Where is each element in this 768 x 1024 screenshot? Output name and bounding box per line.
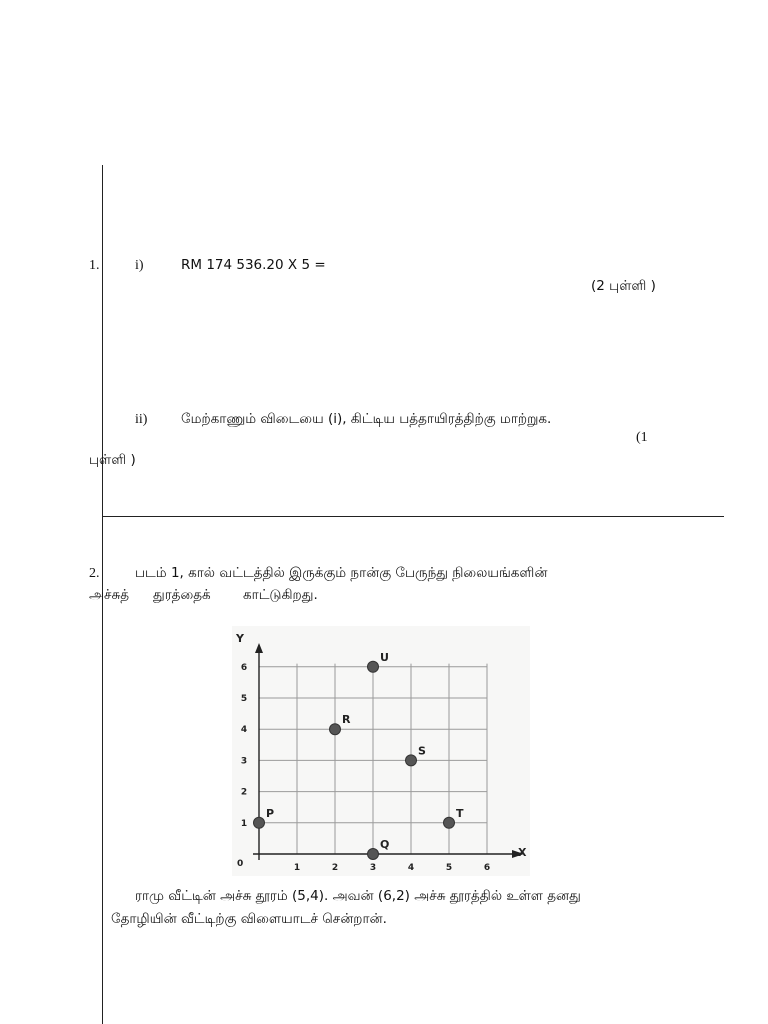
y-tick-label: 5: [240, 694, 248, 704]
point-p: [254, 817, 265, 828]
question-2-intro-line-1: படம் 1, கால் வட்டத்தில் இருக்கும் நான்கு பேருந்து நிலையங்களின்: [135, 565, 548, 581]
question-2-intro-line-2c: காட்டுகிறது.: [243, 587, 318, 603]
point-label-t: T: [456, 806, 464, 820]
question-1-part-ii-marks-open: (1: [636, 430, 648, 445]
question-1-part-i-label: i): [135, 258, 144, 273]
question-2-paragraph-line-2: தோழியின் வீட்டிற்கு விளையாடச் சென்றான்.: [111, 911, 387, 927]
question-2-intro-line-2b: துரத்தைக்: [153, 587, 211, 603]
point-s: [406, 755, 417, 766]
coordinate-graph-svg: [232, 626, 530, 876]
point-r: [330, 724, 341, 735]
y-tick-label: 2: [240, 787, 248, 798]
point-label-s: S: [418, 744, 426, 758]
point-label-p: P: [266, 806, 275, 820]
x-tick-label: 2: [331, 863, 339, 873]
x-tick-label: 4: [407, 863, 415, 873]
coordinate-graph: [232, 626, 530, 876]
x-tick-label: 6: [483, 863, 491, 873]
question-2-intro-line-2a: அச்சுத்: [89, 587, 130, 603]
point-t: [444, 817, 455, 828]
point-label-q: Q: [380, 838, 390, 851]
origin-label: 0: [237, 859, 244, 869]
point-u: [368, 661, 379, 672]
question-1-part-ii-marks-close: புள்ளி ): [89, 452, 136, 468]
question-1-part-i-marks: (2 புள்ளி ): [591, 278, 656, 294]
point-q: [368, 849, 379, 860]
x-tick-label: 5: [445, 863, 453, 873]
x-tick-label: 1: [293, 863, 301, 873]
point-label-r: R: [342, 713, 351, 727]
question-1-part-i-text: RM 174 536.20 X 5 =: [181, 257, 326, 273]
y-axis-arrow: [255, 643, 263, 653]
question-1-part-ii-text: மேற்காணும் விடையை (i), கிட்டிய பத்தாயிரத்திற்கு மாற்றுக.: [181, 411, 552, 427]
y-tick-label: 6: [240, 662, 248, 673]
x-axis-label: X: [518, 846, 527, 859]
question-2-number: 2.: [89, 566, 100, 581]
question-1-part-ii-label: ii): [135, 412, 148, 427]
point-label-u: U: [380, 650, 389, 664]
question-1-number: 1.: [89, 258, 100, 273]
question-divider: [102, 516, 724, 517]
y-tick-label: 1: [240, 818, 248, 829]
question-2-paragraph-line-1: ராமு வீட்டின் அச்சு தூரம் (5,4). அவன் (6,2) அச்சு தூரத்தில் உள்ள தனது: [135, 888, 581, 904]
y-axis-label: Y: [236, 632, 244, 645]
y-tick-label: 3: [240, 756, 248, 767]
x-tick-label: 3: [369, 863, 377, 873]
y-tick-label: 4: [240, 725, 248, 736]
